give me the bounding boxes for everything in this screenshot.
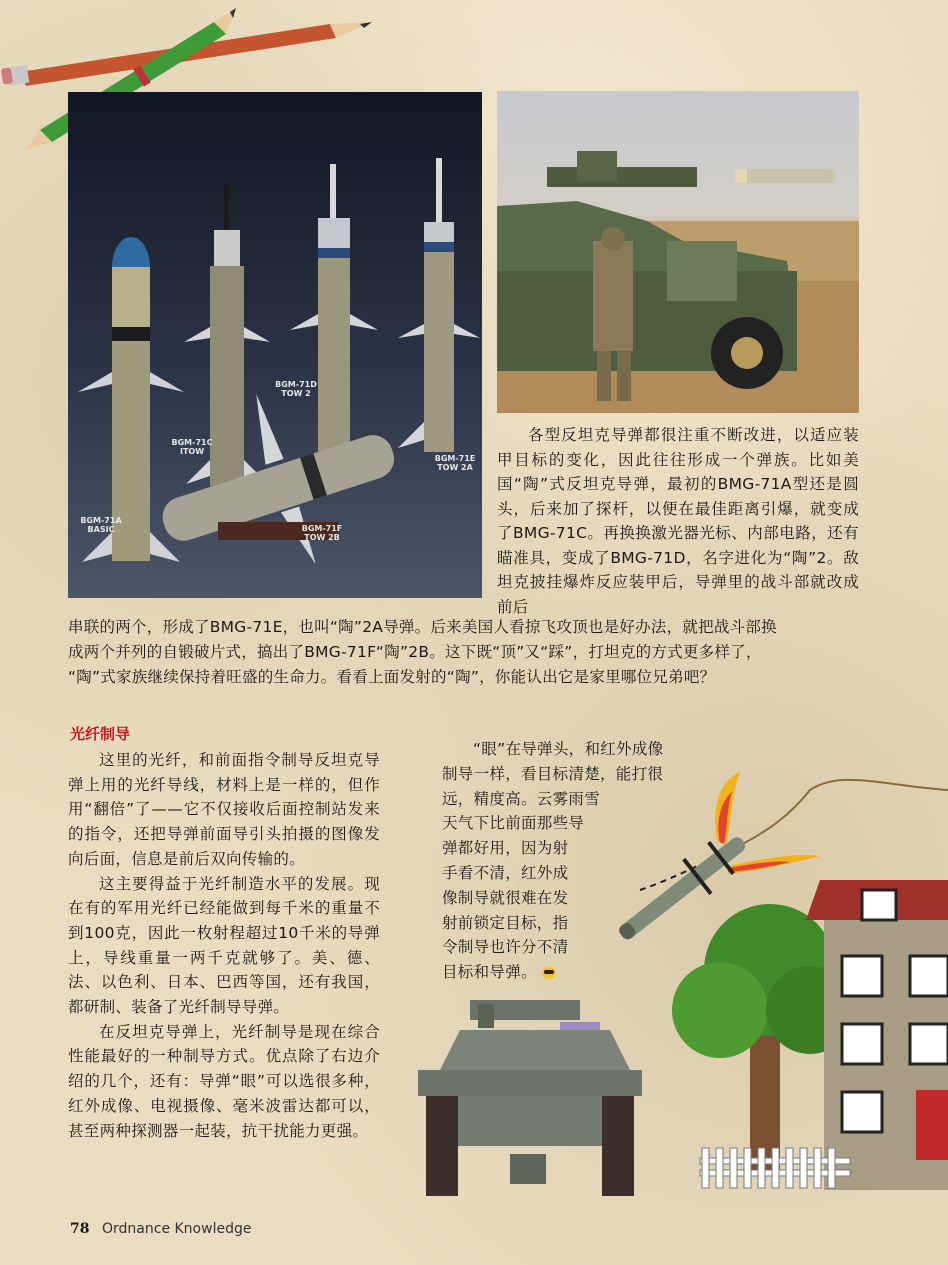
page-number: 78 [70,1221,90,1237]
illustration-scene [410,760,948,1200]
section-paragraph: 这主要得益于光纤制造水平的发展。现在有的军用光纤已经能做到每千米的重量不到100克，因此一枚射程超过10千米的导弹上，导线重量一两千克就够了。美、德、法、以色利、日本、巴西等国，还有我国，都研制、装备了光纤制导导弹。 [68,874,380,1017]
magazine-name: Ordnance Knowledge [102,1221,252,1237]
callout-line: 远，精度高。云雾雨雪 [442,789,601,808]
section-paragraph: 在反坦克导弹上，光纤制导是现在综合性能最好的一种制导方式。优点除了右边介绍的几个，还有：导弹“眼”可以选很多种，红外成像、电视摄像、毫米波雷达都可以，甚至两种探测器一起装，抗干扰能力更强。 [68,1022,380,1140]
label-bgm-71f: BGM-71F TOW 2B [301,524,343,542]
section-heading: 光纤制导 [70,725,131,743]
callout-line: 手看不清，红外成 [442,863,569,882]
house-icon [806,880,948,1190]
missile-bgm-71d [290,164,378,454]
tow-missiles-photo [68,92,482,598]
intro-line: “陶”式家族继续保持着旺盛的生命力。看看上面发射的“陶”，你能认出它是家里哪位兄弟吧？ [68,667,716,686]
callout-line: 制导一样，看目标清楚，能打很 [442,764,664,783]
callout-line: “眼”在导弹头，和红外成像 [473,740,664,758]
label-bgm-71a: BGM-71A BASIC [80,516,122,534]
fiber-wire [735,780,948,848]
intro-line: 成两个并列的自锻破片式，搞出了BMG-71F“陶”2B。这下既“顶”又“踩”，打坦克的方式更多样了， [68,642,762,661]
label-bgm-71d: BGM-71D TOW 2 [275,380,317,398]
tank-icon [418,1000,642,1196]
intro-paragraph-block [497,423,859,619]
fence-icon [700,1148,850,1188]
callout-line: 射前锁定目标，指 [442,913,569,932]
flying-missile-icon [735,169,835,183]
missile-bgm-71e [398,158,480,452]
callout-line: 令制导也许分不清 [442,938,569,957]
section-body [68,748,380,1143]
intro-continuation [68,615,860,689]
humvee-tow-launch-photo [497,91,859,413]
callout-line: 弹都好用，因为射 [442,839,569,858]
callout-line: 天气下比前面那些导 [442,814,585,833]
callout-line: 像制导就很难在发 [442,888,569,907]
intro-line: 串联的两个，形成了BMG-71E，也叫“陶”2A导弹。后来美国人看掠飞攻顶也是好办法，就把战斗部换 [68,618,777,636]
section-paragraph: 这里的光纤，和前面指令制导反坦克导弹上用的光纤导线，材料上是一样的，但作用“翻倍”了——它不仅接收后面控制站发来的指令，还把导弹前面导引头拍摄的图像发向后面，信息是前后双向传输的。 [68,751,380,868]
callout-line-last: 目标和导弹。 [442,963,537,982]
tow-launcher-icon [547,151,697,187]
label-bgm-71c: BGM-71C ITOW [171,438,213,456]
intro-paragraph: 各型反坦克导弹都很注重不断改进，以适应装甲目标的变化，因此往往形成一个弹族。比如美国“陶”式反坦克导弹，最初的BMG-71A型还是圆头，后来加了探杆，以便在最佳距离引爆，就变成了BMG-71C。再换换激光器光标、内部电路，还有瞄准具，变成了BMG-71D，名字进化为“陶”2。敌坦克披挂爆炸反应装甲后，导弹里的战斗部就改成前后 [497,426,859,616]
label-bgm-71e: BGM-71E TOW 2A [434,454,476,472]
